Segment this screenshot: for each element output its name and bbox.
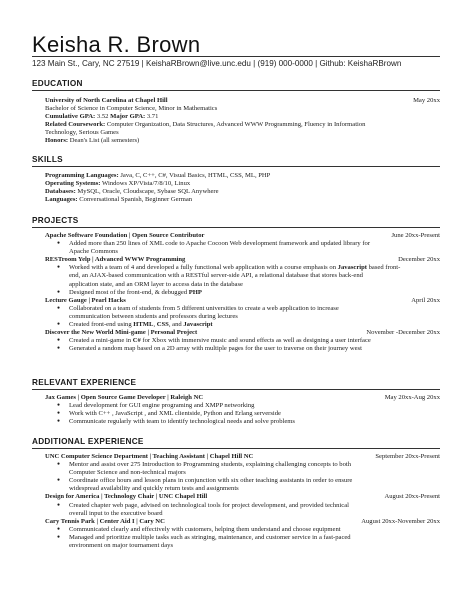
job-bullet: ● Mentor and assist over 275 Introduction to Programming students, explaining challenging concepts to both Computer Science and non-technical majors bbox=[57, 461, 440, 477]
projects-divider bbox=[32, 227, 440, 228]
education-degree: Bachelor of Science in Computer Science, Minor in Mathematics bbox=[45, 105, 218, 113]
job-header: Jax Games | Open Source Game Developer | Raleigh NC May 20xx-Aug 20xx bbox=[45, 394, 440, 401]
relevant-experience-heading: RELEVANT EXPERIENCE bbox=[32, 378, 137, 387]
project-header: Apache Software Foundation | Open Source Contributor June 20xx-Present bbox=[45, 232, 440, 239]
skills-item: Operating Systems: Windows XP/Vista/7/8/10, Linux bbox=[45, 180, 191, 188]
job-bullet: ● Work with C++ , JavaScript , and XML clientside, Python and Erlang serverside bbox=[57, 410, 440, 418]
project-bullet: ● Created a mini-game in C# for Xbox with immersive music and sound effects as well as designing a user interface bbox=[57, 337, 440, 345]
job-bullet: ● Managed and prioritize multiple tasks such as stringing, maintenance, and customer service in a fast-paced environment on major tournament days bbox=[57, 534, 440, 550]
job-header: UNC Computer Science Department | Teaching Assistant | Chapel Hill NC September 20xx-Present bbox=[45, 453, 440, 460]
additional-experience-section bbox=[32, 437, 440, 550]
job-header: Cary Tennis Park | Center Aid I | Cary NC August 20xx-November 20xx bbox=[45, 517, 440, 525]
skills-item: Programming Languages: Java, C, C++, C#, Visual Basics, HTML, CSS, ML, PHP bbox=[45, 172, 271, 179]
job-bullet: ● Created chapter web page, advised on technological tools for project development, and provided technical overall input to the executive board bbox=[57, 502, 440, 518]
skills-heading: SKILLS bbox=[32, 155, 63, 164]
projects-section bbox=[32, 216, 440, 353]
skills-item: Databases: MySQL, Oracle, Cloudscape, Sybase SQL Anywhere bbox=[45, 188, 219, 196]
relevant-experience-section bbox=[32, 378, 440, 426]
project-bullet: ● Collaborated on a team of students from 5 different universities to create a web application to increase communication between students and professors during lectures bbox=[57, 305, 440, 321]
skills-item: Languages: Conversational Spanish, Beginner German bbox=[45, 196, 193, 204]
additional-experience-heading: ADDITIONAL EXPERIENCE bbox=[32, 437, 144, 446]
relevant-experience-divider bbox=[32, 389, 440, 390]
job-bullet: ● Communicate regularly with team to identify technological needs and solve problems bbox=[57, 418, 440, 426]
education-coursework-cont: Technology, Serious Games bbox=[45, 129, 119, 137]
education-school: University of North Carolina at Chapel Hill bbox=[45, 97, 168, 104]
education-section bbox=[32, 79, 440, 146]
job-bullet: ● Lead development for GUI engine programing and XMPP networking bbox=[57, 402, 440, 410]
project-bullet: ● Generated a random map based on a 2D array with multiple pages for the user to traverse on their journey west bbox=[57, 345, 440, 353]
projects-heading: PROJECTS bbox=[32, 216, 79, 225]
job-bullet: ● Communicated clearly and effectively with customers, helping them understand and choose equipment bbox=[57, 526, 440, 534]
project-bullet: ● Designed most of the front-end, & debugged PHP bbox=[57, 289, 440, 297]
project-bullet: ● Worked with a team of 4 and developed a fully functional web application with a course emphasis on Javascript based front- end, an AJAX-based communication with a RESTful server-side API, a relational database that stores back-end application state, and an ORM layer to access data in the database bbox=[57, 264, 440, 288]
skills-section bbox=[32, 155, 440, 204]
candidate-name: Keisha R. Brown bbox=[32, 32, 201, 57]
project-bullet: ● Added more than 250 lines of XML code to Apache Cocoon Web development framework and updated library for Apache Commons bbox=[57, 240, 440, 256]
project-header: RESTroom Yelp | Advanced WWW Programming December 20xx bbox=[45, 256, 440, 264]
job-bullet: ● Coordinate office hours and lesson plans in conjunction with six other teaching assistants in order to ensure widespread availability and quickly return tests and assignments bbox=[57, 477, 440, 493]
skills-divider bbox=[32, 166, 440, 167]
education-heading: EDUCATION bbox=[32, 79, 83, 88]
education-honors: Honors: Dean's List (all semesters) bbox=[45, 137, 140, 145]
education-date: May 20xx bbox=[413, 97, 440, 104]
contact-line: 123 Main St., Cary, NC 27519 | KeishaRBrown@live.unc.edu | (919) 000-0000 | Github: KeishaRBrown bbox=[32, 59, 402, 68]
header-divider bbox=[32, 56, 440, 57]
project-header: Discover the New World Mini-game | Personal Project November -December 20xx bbox=[45, 329, 440, 337]
education-coursework: Related Coursework: Computer Organization, Data Structures, Advanced WWW Programming, Fluency in Information bbox=[45, 121, 366, 129]
education-gpa: Cumulative GPA: 3.52 Major GPA: 3.71 bbox=[45, 113, 159, 121]
project-header: Lecture Gauge | Pearl Hacks April 20xx bbox=[45, 296, 440, 304]
project-bullet: ● Created front-end using HTML, CSS, and Javascript bbox=[57, 321, 440, 329]
additional-experience-divider bbox=[32, 448, 440, 449]
job-header: Design for America | Technology Chair | UNC Chapel Hill August 20xx-Present bbox=[45, 493, 440, 501]
education-divider bbox=[32, 90, 440, 91]
